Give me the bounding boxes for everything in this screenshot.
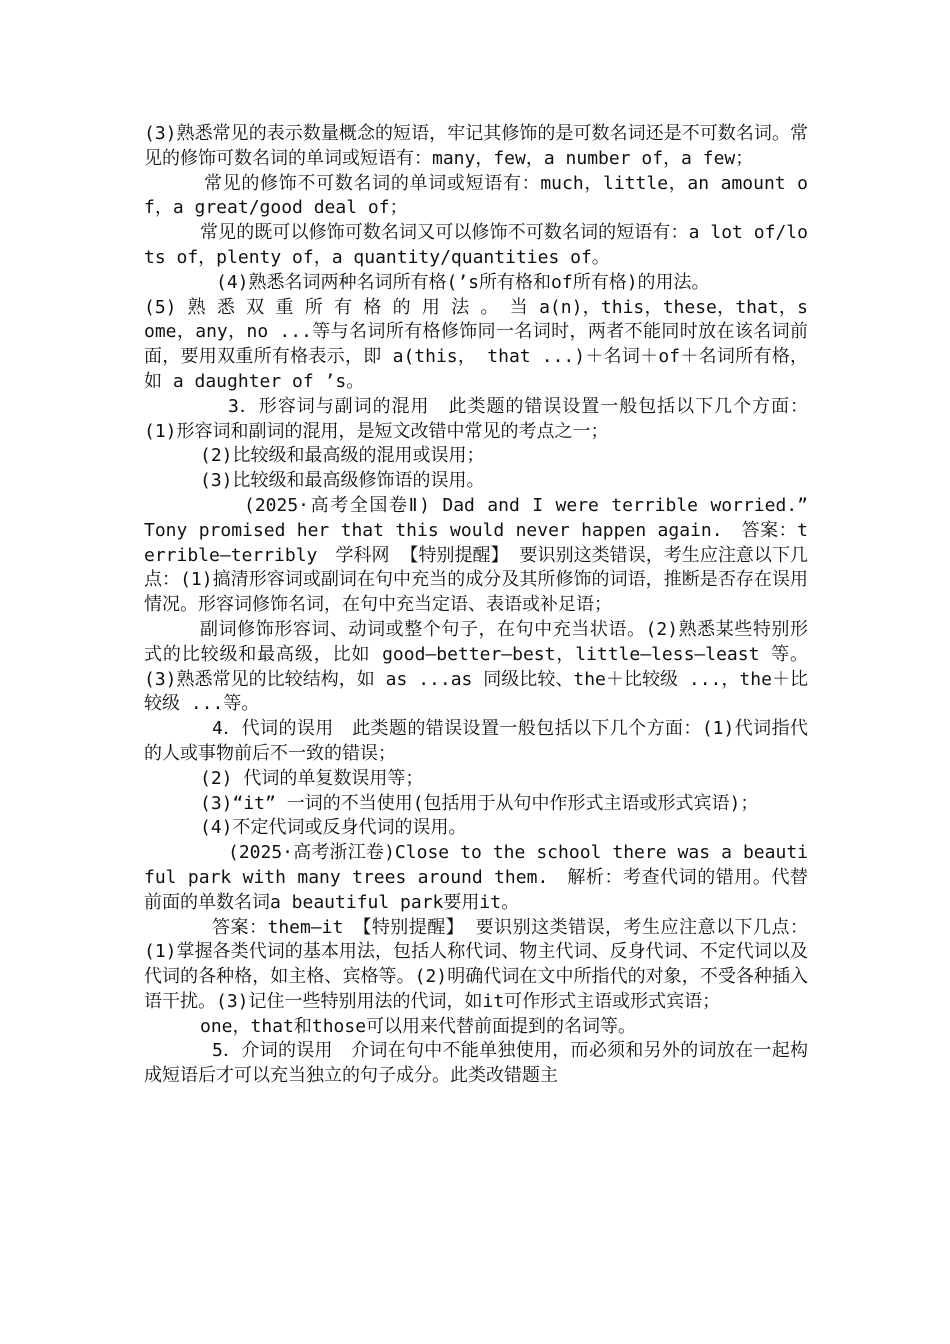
paragraph-comparative-modifiers: (3)比较级和最高级修饰语的误用。 [200, 470, 485, 492]
paragraph-pronoun-number: (2) 代词的单复数误用等； [200, 767, 424, 789]
paragraph-uncountable-modifiers: 常见的修饰不可数名词的单词或短语有：much，little，an amount of，a great/good deal of； [144, 172, 808, 219]
paragraph-pronoun-tips: 答案：them—it 【特别提醒】 要识别这类错误，考生应注意以下几点：(1)掌握各类代词的基本用法，包括人称代词、物主代词、反身代词、不定代词以及代词的各种格，如主格、宾格等。(2)明确代词在文中所指代的对象，不受各种插入语干扰。(3)记住一些特别用法的代词，如it可作形式主语或形式宾语； [144, 916, 808, 1012]
paragraph-possessive-forms: (4)熟悉名词两种名词所有格(’s所有格和of所有格)的用法。 [216, 271, 710, 293]
paragraph-it-usage: (3)“it” 一词的不当使用(包括用于从句中作形式主语或形式宾语)； [200, 792, 759, 814]
paragraph-double-possessive: (5) 熟 悉 双 重 所 有 格 的 用 法 。 当 a(n)，this，these，that，some，any，no ...等与名词所有格修饰同一名词时，两者不能同时放在该名词前面，要用双重所有格表示，即 a(this， that ...)＋名词＋of＋名词所有格，如 a daughter of ’s。 [144, 296, 808, 392]
paragraph-example-zhejiang-exam: (2025·高考浙江卷)Close to the school there was a beautiful park with many trees around them. 解析：考查代词的错用。代替前面的单数名词a beautiful park要用it。 [144, 842, 808, 913]
document-body [144, 122, 808, 1089]
paragraph-comparative-misuse: (2)比较级和最高级的混用或误用； [200, 445, 485, 467]
paragraph-pronoun-heading: 4．代词的误用 此类题的错误设置一般包括以下几个方面：(1)代词指代的人或事物前后不一致的错误； [144, 718, 808, 764]
paragraph-example-national-exam: (2025·高考全国卷Ⅱ) Dad and I were terrible worried.” Tony promised her that this would never happen again. 答案：terrible—terribly 学科网 【特别提醒】 要识别这类错误，考生应注意以下几点：(1)搞清形容词或副词在句中充当的成分及其所修饰的词语，推断是否存在误用情况。形容词修饰名词，在句中充当定语、表语或补足语； [144, 494, 808, 616]
paragraph-adjective-adverb-heading: 3．形容词与副词的混用 此类题的错误设置一般包括以下几个方面：(1)形容词和副词的混用，是短文改错中常见的考点之一； [144, 395, 808, 442]
paragraph-indefinite-reflexive: (4)不定代词或反身代词的误用。 [200, 817, 467, 839]
paragraph-one-that-those: one，that和those可以用来代替前面提到的名词等。 [200, 1015, 637, 1037]
paragraph-quantity-phrases: (3)熟悉常见的表示数量概念的短语，牢记其修饰的是可数名词还是不可数名词。常见的修饰可数名词的单词或短语有：many，few，a number of，a few； [144, 123, 808, 169]
paragraph-preposition-heading: 5．介词的误用 介词在句中不能单独使用，而必须和另外的词放在一起构成短语后才可以充当独立的句子成分。此类改错题主 [144, 1040, 808, 1087]
paragraph-both-modifiers: 常见的既可以修饰可数名词又可以修饰不可数名词的短语有：a lot of/lots of，plenty of，a quantity/quantities of。 [144, 222, 808, 268]
paragraph-adverb-usage: 副词修饰形容词、动词或整个句子，在句中充当状语。(2)熟悉某些特别形式的比较级和最高级，比如 good—better—best，little—less—least 等。(3)熟悉常见的比较结构，如 as ...as 同级比较、the＋比较级 ...，the＋比较级 ...等。 [144, 618, 808, 715]
